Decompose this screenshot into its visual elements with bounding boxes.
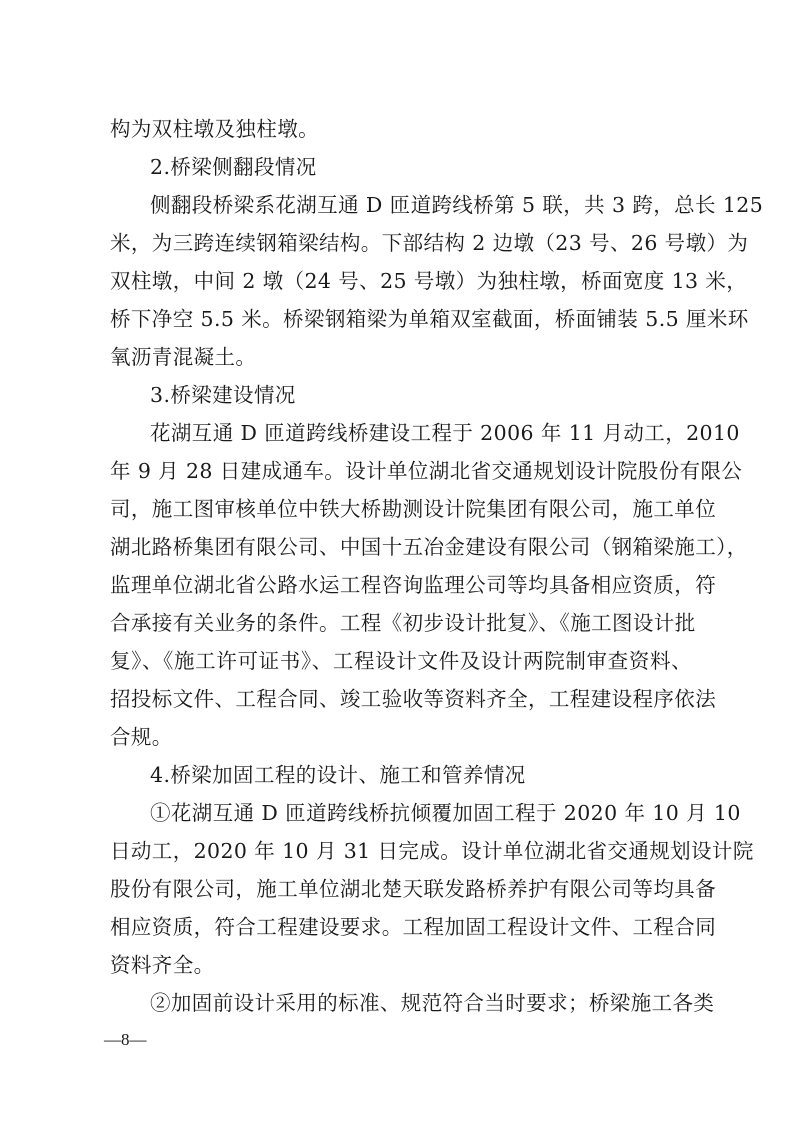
- body-line: 股份有限公司，施工单位湖北楚天联发路桥养护有限公司等均具备: [110, 877, 717, 901]
- body-line: 氧沥青混凝土。: [110, 345, 257, 369]
- body-line: 年 9 月 28 日建成通车。设计单位湖北省交通规划设计院股份有限公: [110, 459, 743, 483]
- body-line: 日动工，2020 年 10 月 31 日完成。设计单位湖北省交通规划设计院: [110, 839, 754, 863]
- body-line: 桥下净空 5.5 米。桥梁钢箱梁为单箱双室截面，桥面铺装 5.5 厘米环: [110, 307, 749, 331]
- body-line: 合规。: [110, 725, 173, 749]
- body-line: ②加固前设计采用的标准、规范符合当时要求；桥梁施工各类: [150, 991, 715, 1015]
- body-line: 米，为三跨连续钢箱梁结构。下部结构 2 边墩（23 号、26 号墩）为: [110, 231, 749, 255]
- body-line: 监理单位湖北省公路水运工程咨询监理公司等均具备相应资质，符: [110, 573, 717, 597]
- body-line: 相应资质，符合工程建设要求。工程加固工程设计文件、工程合同: [110, 915, 717, 939]
- body-line: 招投标文件、工程合同、竣工验收等资料齐全，工程建设程序依法: [110, 687, 717, 711]
- section-heading: 2.桥梁侧翻段情况: [150, 155, 317, 179]
- body-line: 资料齐全。: [110, 953, 215, 977]
- page-number: —8—: [104, 1030, 147, 1049]
- section-heading: 4.桥梁加固工程的设计、施工和管养情况: [150, 763, 526, 787]
- body-line: 构为双柱墩及独柱墩。: [110, 117, 319, 141]
- body-line: 花湖互通 D 匝道跨线桥建设工程于 2006 年 11 月动工，2010: [150, 421, 740, 445]
- body-line: 侧翻段桥梁系花湖互通 D 匝道跨线桥第 5 联，共 3 跨，总长 125: [150, 193, 764, 217]
- body-line: 双柱墩，中间 2 墩（24 号、25 号墩）为独柱墩，桥面宽度 13 米，: [110, 269, 748, 293]
- body-line: 湖北路桥集团有限公司、中国十五冶金建设有限公司（钢箱梁施工），: [110, 535, 748, 559]
- body-line: 司，施工图审核单位中铁大桥勘测设计院集团有限公司，施工单位: [110, 497, 717, 521]
- body-line: 合承接有关业务的条件。工程《初步设计批复》、《施工图设计批: [110, 611, 696, 635]
- body-line: 复》、《施工许可证书》、工程设计文件及设计两院制审查资料、: [110, 649, 692, 673]
- section-heading: 3.桥梁建设情况: [150, 383, 296, 407]
- body-line: ①花湖互通 D 匝道跨线桥抗倾覆加固工程于 2020 年 10 月 10: [150, 801, 741, 825]
